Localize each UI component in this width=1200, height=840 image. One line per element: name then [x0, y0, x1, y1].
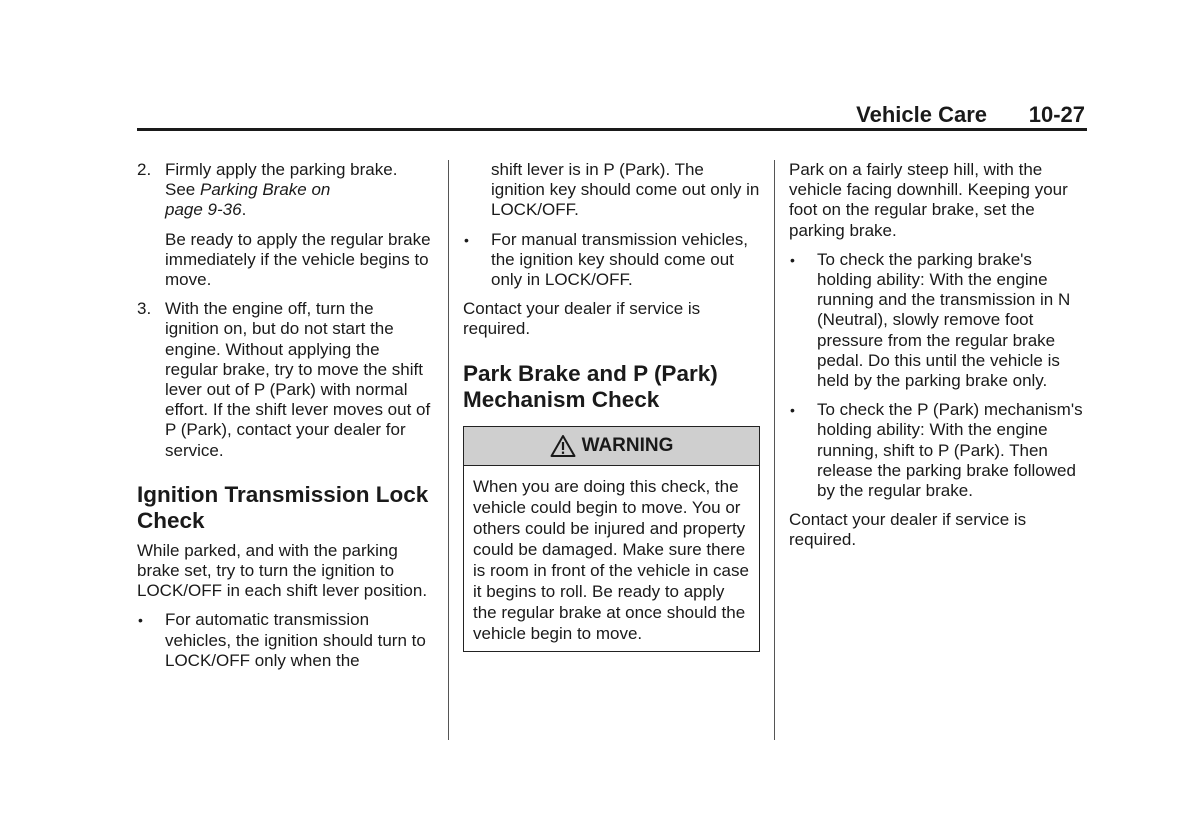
- bullet-item: [137, 610, 432, 671]
- column-divider-2: [774, 160, 775, 740]
- step-2: [137, 160, 432, 221]
- header-rule: [137, 128, 1087, 131]
- bullet-item: [789, 250, 1087, 391]
- warning-text: When you are doing this check, the vehicle could begin to move. You or others could be injured and property could be damaged. Make sure there is room in front of the vehicle in case it begins to roll. Be ready to apply the regular brake at once should the vehicle begin to move.: [473, 476, 749, 643]
- page-header: [137, 102, 1087, 128]
- bullet-item: [463, 230, 761, 291]
- heading-park-brake-check: Park Brake and P (Park) Mechanism Check: [463, 360, 718, 413]
- step-text: Firmly apply the parking brake.: [165, 160, 398, 179]
- warning-box: [463, 426, 760, 652]
- column-divider-1: [448, 160, 449, 740]
- warning-triangle-icon: [550, 434, 576, 458]
- paragraph: While parked, and with the parking brake set, try to turn the ignition to LOCK/OFF in each shift lever position.: [137, 540, 428, 601]
- step-3: [137, 299, 432, 461]
- bullet-icon: •: [464, 231, 469, 248]
- warning-header: [464, 427, 759, 466]
- bullet-text: For manual transmission vehicles, the ignition key should come out only in LOCK/OFF.: [491, 229, 748, 290]
- step-2-note: Be ready to apply the regular brake immediately if the vehicle begins to move.: [165, 229, 431, 290]
- warning-title: WARNING: [581, 434, 674, 456]
- bullet-text: To check the parking brake's holding ability: With the engine running and the transmission in N (Neutral), slowly remove foot pressure from the regular brake pedal. Do this until the vehicle is held by the parking brake only.: [817, 249, 1071, 391]
- section-title: Vehicle Care: [856, 102, 987, 127]
- bullet-icon: •: [138, 612, 143, 629]
- paragraph: Park on a fairly steep hill, with the vehicle facing downhill. Keeping your foot on the regular brake, set the parking brake.: [789, 160, 1068, 240]
- see-text: See: [165, 180, 200, 200]
- column-2: [463, 160, 761, 652]
- paragraph: Contact your dealer if service is required.: [463, 299, 701, 339]
- bullet-item: [789, 400, 1087, 501]
- column-3: [789, 160, 1087, 560]
- page-number: 10-27: [1028, 102, 1085, 127]
- bullet-icon: •: [790, 251, 795, 268]
- heading-ignition-lock-check: Ignition Transmission Lock Check: [137, 481, 429, 534]
- bullet-continuation: shift lever is in P (Park). The ignition key should come out only in LOCK/OFF.: [491, 160, 760, 220]
- bullet-icon: •: [790, 402, 795, 419]
- step-text: With the engine off, turn the ignition on, but do not start the engine. Without applying the regular brake, try to move the shift lever out of P (Park) with normal effort. If the shift lever moves out of P (Park), contact your dealer for service.: [165, 299, 431, 460]
- cross-reference-page[interactable]: page 9-36: [165, 200, 242, 220]
- period: .: [241, 200, 247, 220]
- column-1: [137, 160, 432, 680]
- cross-reference-link[interactable]: Parking Brake on: [199, 180, 331, 200]
- bullet-text: For automatic transmission vehicles, the ignition should turn to LOCK/OFF only when the: [165, 610, 426, 670]
- step-number: 3.: [137, 299, 152, 319]
- step-number: 2.: [137, 160, 152, 179]
- bullet-text: To check the P (Park) mechanism's holding ability: With the engine running, shift to P (Park). Then release the parking brake followed by the regular brake.: [817, 400, 1083, 501]
- paragraph: Contact your dealer if service is required.: [789, 510, 1027, 550]
